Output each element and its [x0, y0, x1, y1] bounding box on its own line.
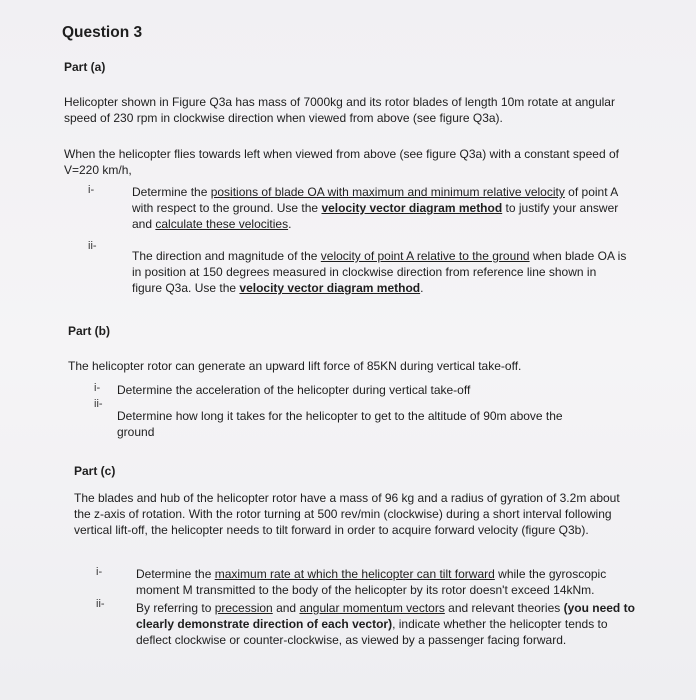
part-c-item-1: Determine the maximum rate at which the helicopter can tilt forward while the gyroscopic moment M transmitted to the body of the helicopter by its rotor doesn't exceed 14kNm. — [136, 567, 607, 597]
part-b-item-2-number: ii- — [94, 398, 103, 410]
part-b-item-1: Determine the acceleration of the helicopter during vertical take-off — [117, 383, 471, 397]
part-c-heading: Part (c) — [74, 464, 116, 478]
part-a-item-2-number: ii- — [88, 240, 97, 252]
part-b-heading: Part (b) — [68, 324, 110, 338]
part-a-item-1: Determine the positions of blade OA with maximum and minimum relative velocity of point A with respect to the ground. Use the velocity vector diagram method to justify your answer and calculate these velocities. — [132, 185, 619, 231]
part-c-item-2-number: ii- — [96, 598, 105, 610]
part-c-intro: The blades and hub of the helicopter rotor have a mass of 96 kg and a radius of gyration of 3.2m about the z-axis of rotation. With the rotor turning at 500 rev/min (clockwise) during a short interval following vertical lift-off, the helicopter needs to tilt forward in order to acquire forward velocity (figure Q3b). — [74, 491, 620, 537]
part-b-item-2: Determine how long it takes for the helicopter to get to the altitude of 90m above the ground — [117, 409, 563, 439]
part-a-item-2: The direction and magnitude of the velocity of point A relative to the ground when blade OA is in position at 150 degrees measured in clockwise direction from reference line shown in figure Q3a. Use the velocity vector diagram method. — [132, 249, 627, 295]
part-a-heading: Part (a) — [64, 60, 106, 74]
part-a-intro: Helicopter shown in Figure Q3a has mass of 7000kg and its rotor blades of length 10m rotate at angular speed of 230 rpm in clockwise direction when viewed from above (see figure Q3a). — [64, 95, 615, 125]
part-a-item-1-number: i- — [88, 184, 95, 196]
part-b-item-1-number: i- — [94, 382, 101, 394]
part-c-item-1-number: i- — [96, 566, 103, 578]
part-b-intro: The helicopter rotor can generate an upward lift force of 85KN during vertical take-off. — [68, 359, 522, 373]
question-title: Question 3 — [62, 24, 143, 41]
part-a-flight-condition: When the helicopter flies towards left when viewed from above (see figure Q3a) with a constant speed of V=220 km/h, — [64, 147, 619, 177]
part-c-item-2: By referring to precession and angular momentum vectors and relevant theories (you need to clearly demonstrate direction of each vector), indicate whether the helicopter tends to deflect clockwise or counter-clockwise, as viewed by a passenger facing forward. — [136, 601, 635, 647]
